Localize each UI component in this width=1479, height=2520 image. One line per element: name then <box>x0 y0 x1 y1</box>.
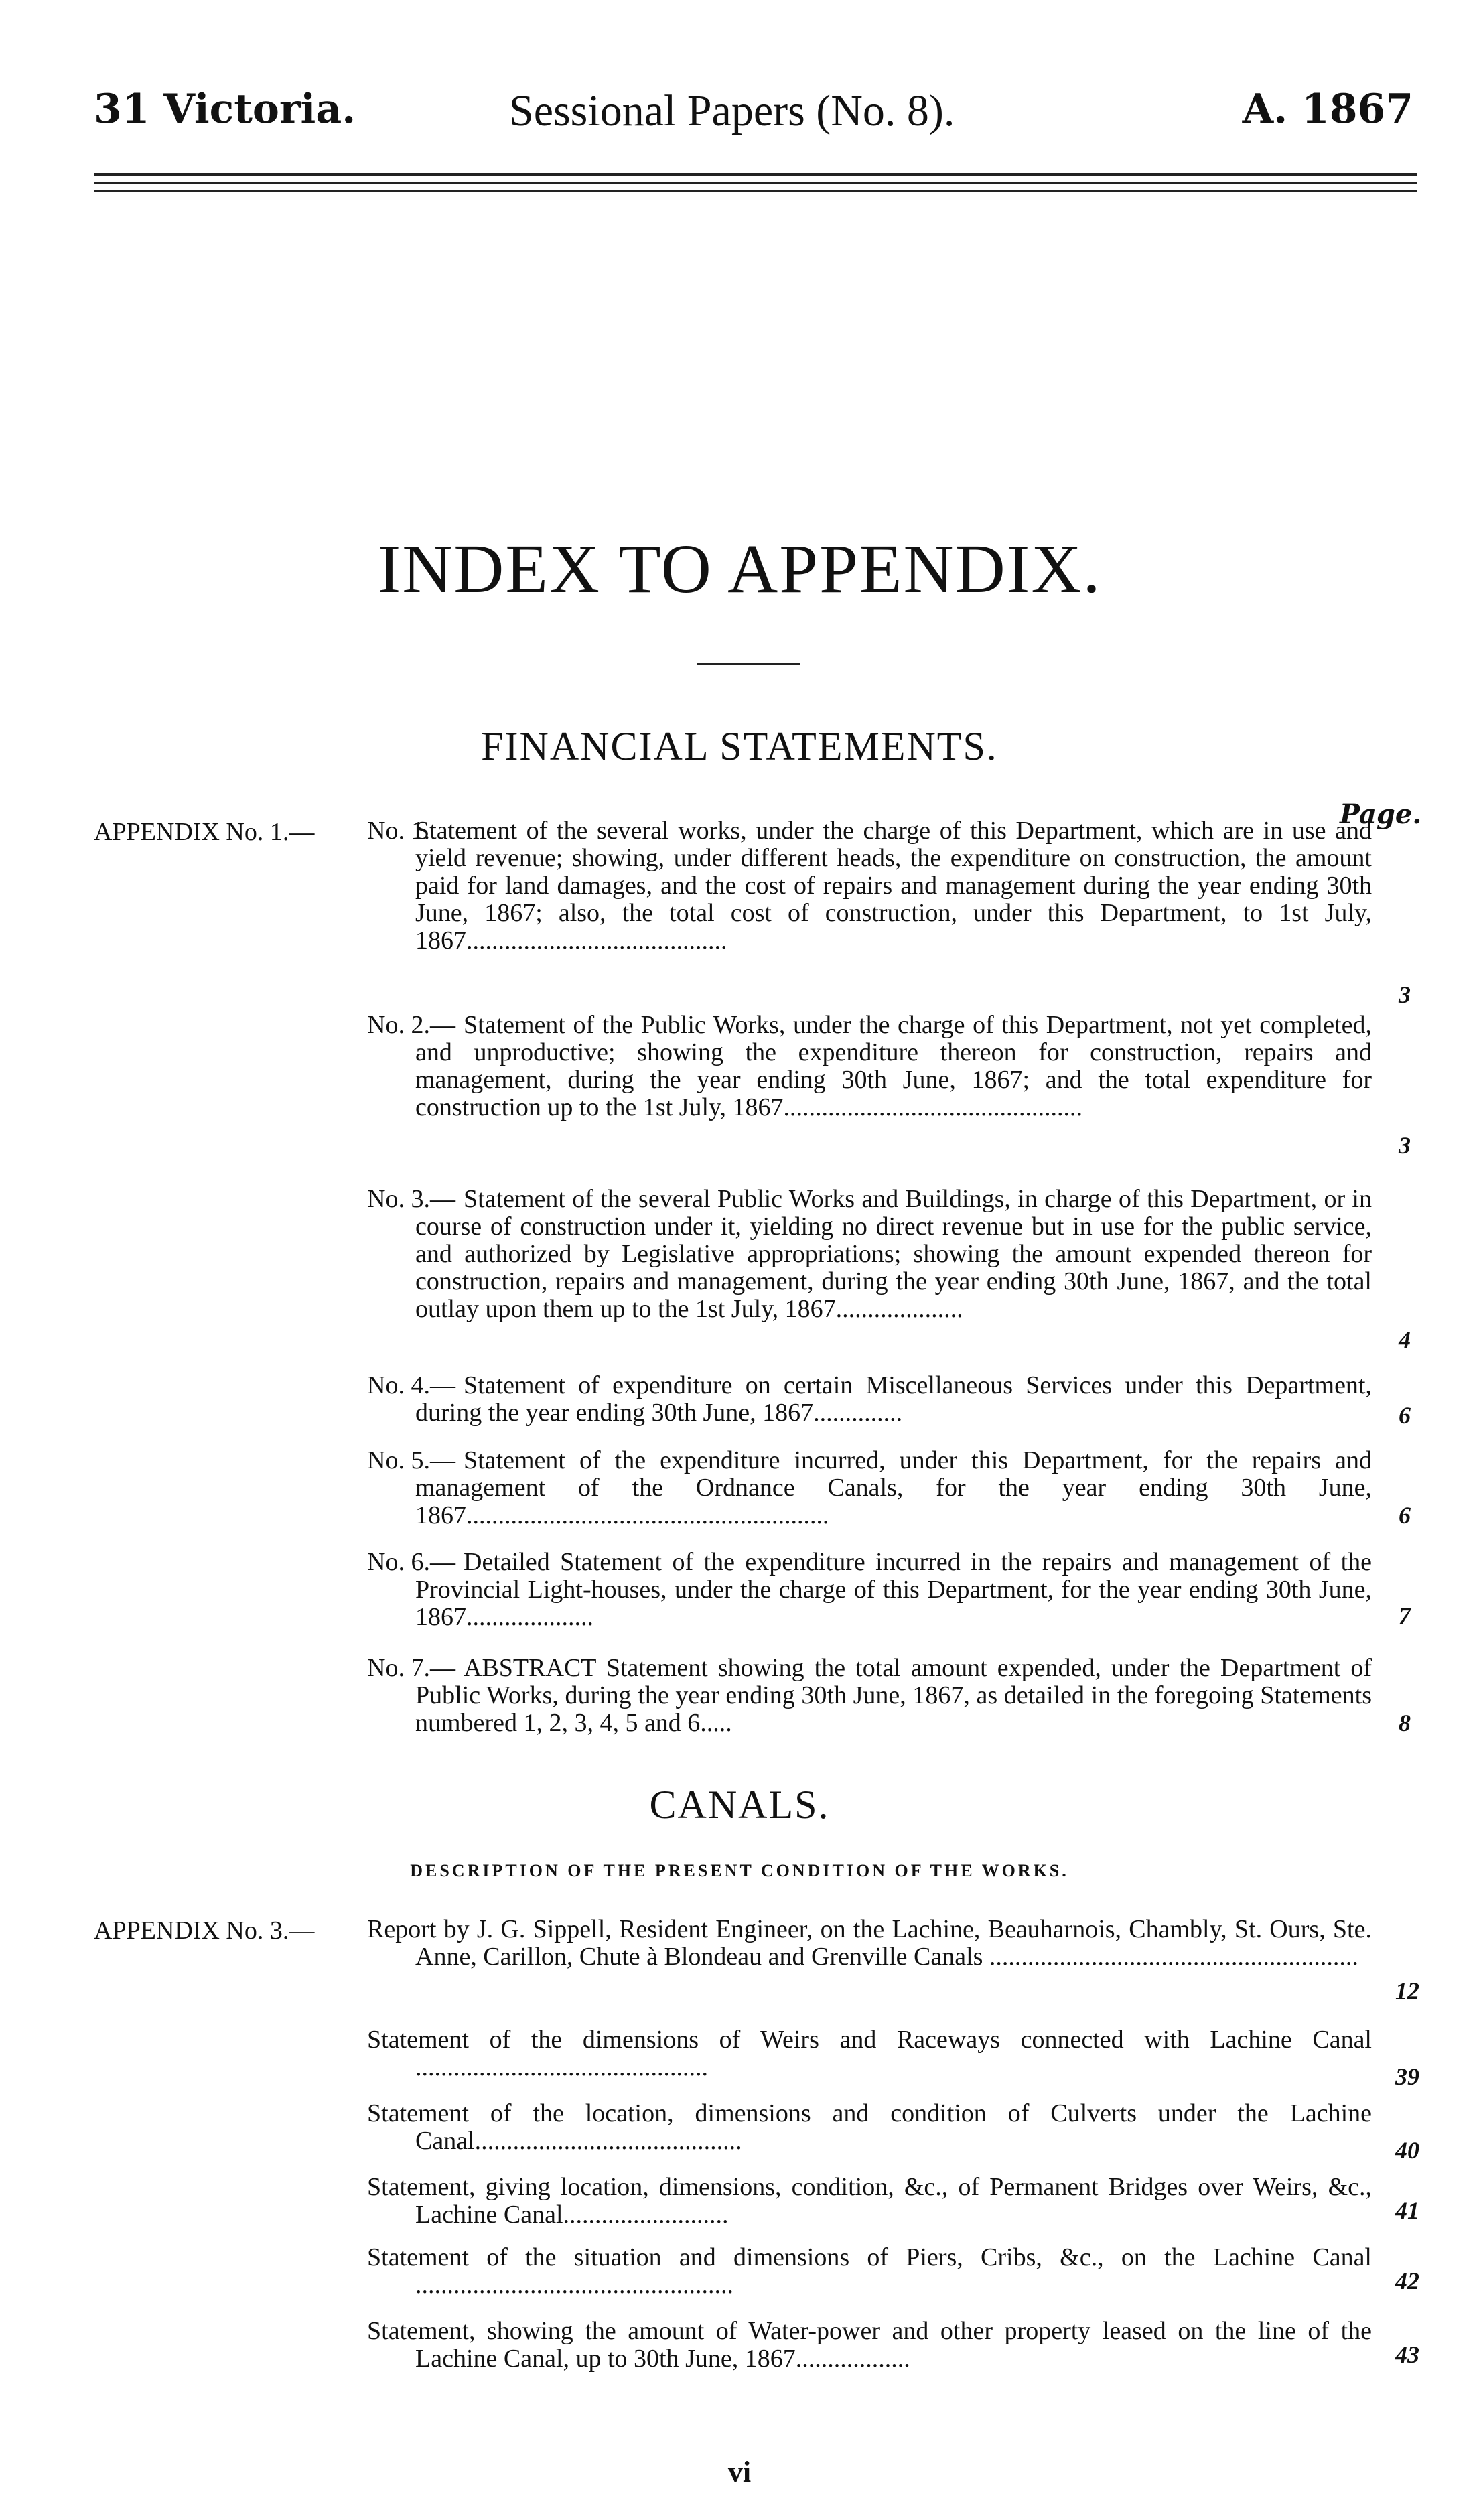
header-rule <box>94 182 1417 184</box>
item-number: No. 1. <box>367 817 430 845</box>
item-page: 3 <box>1399 1132 1411 1159</box>
item-page: 7 <box>1399 1602 1411 1629</box>
item-text: Statement of expenditure on certain Miscellaneous Services under this Department, during the year ending 30th June, 1867.............. <box>415 1371 1372 1427</box>
canals-subheading: DESCRIPTION OF THE PRESENT CONDITION OF THE WORKS. <box>410 1861 1069 1880</box>
appendix-3-label: APPENDIX No. 3.— <box>94 1916 315 1945</box>
list-item <box>367 2243 1419 2299</box>
list-item <box>367 1548 1411 1631</box>
header-rule <box>94 190 1417 192</box>
header-year: A. 1867 <box>1242 86 1413 133</box>
financial-heading: FINANCIAL STATEMENTS. <box>481 724 998 768</box>
list-item <box>367 2099 1419 2164</box>
item-text: Statement of the situation and dimensions of Piers, Cribs, &c., on the Lachine Canal .................................................. <box>367 2243 1372 2299</box>
item-page: 6 <box>1399 1402 1411 1429</box>
item-text: Detailed Statement of the expenditure incurred in the repairs and management of the Provincial Light-houses, under the charge of this Department, for the year ending 30th June, 1867.................... <box>415 1548 1372 1631</box>
item-page: 42 <box>1395 2267 1419 2294</box>
item-page: 39 <box>1395 2063 1419 2090</box>
title-divider <box>697 663 800 665</box>
item-page: 8 <box>1399 1709 1411 1736</box>
item-text: Statement of the dimensions of Weirs and Raceways connected with Lachine Canal .............................................. <box>367 2026 1372 2081</box>
page-column-label: Page. <box>1340 798 1422 830</box>
header-paper-title: Sessional Papers (No. 8). <box>509 86 955 135</box>
item-page: 6 <box>1399 1502 1411 1529</box>
list-item <box>367 1371 1411 1429</box>
item-page: 40 <box>1395 2137 1419 2164</box>
appendix-1-label: APPENDIX No. 1.— <box>94 818 315 846</box>
item-number: No. 6.— <box>367 1548 455 1576</box>
item-number: No. 2.— <box>367 1011 455 1039</box>
item-number: No. 4.— <box>367 1371 455 1399</box>
item-number: No. 7.— <box>367 1654 455 1682</box>
page-number: vi <box>727 2456 752 2489</box>
list-item <box>367 2173 1419 2229</box>
item-text: Report by J. G. Sippell, Resident Engineer, on the Lachine, Beauharnois, Chambly, St. Ours, Ste. Anne, Carillon, Chute à Blondeau and Grenville Canals .......................................................... <box>367 1915 1372 1971</box>
canals-heading: CANALS. <box>649 1782 830 1827</box>
item-text: Statement, giving location, dimensions, condition, &c., of Permanent Bridges over Weirs, &c., Lachine Canal.......................... <box>367 2173 1372 2229</box>
item-text: Statement of the expenditure incurred, under this Department, for the repairs and management of the Ordnance Canals, for the year ending 30th June, 1867......................................................... <box>415 1446 1372 1529</box>
item-text: Statement of the Public Works, under the charge of this Department, not yet completed, and unproductive; showing the expenditure thereon for construction, repairs and management, during the year ending 30th June, 1867; and the total expenditure for construction up to the 1st July, 1867............................................... <box>415 1011 1372 1121</box>
list-item <box>367 1915 1419 2004</box>
item-page: 3 <box>1399 981 1411 1008</box>
page-title: INDEX TO APPENDIX. <box>377 531 1102 608</box>
list-item <box>367 1185 1411 1353</box>
header-session: 31 Victoria. <box>94 86 356 133</box>
list-item <box>367 817 1411 1008</box>
item-page: 12 <box>1395 1977 1419 2004</box>
item-number: No. 3.— <box>367 1185 455 1213</box>
item-page: 43 <box>1395 2341 1419 2368</box>
item-page: 41 <box>1395 2197 1419 2224</box>
list-item <box>367 2026 1419 2090</box>
item-text: Statement, showing the amount of Water-power and other property leased on the line of the Lachine Canal, up to 30th June, 1867.................. <box>367 2317 1372 2373</box>
item-text: ABSTRACT Statement showing the total amount expended, under the Department of Public Works, during the year ending 30th June, 1867, as detailed in the foregoing Statements numbered 1, 2, 3, 4, 5 and 6..... <box>415 1654 1372 1737</box>
item-text: Statement of the several works, under the charge of this Department, which are in use and yield revenue; showing, under different heads, the expenditure on construction, the amount paid for land damages, and the cost of repairs and management during the year ending 30th June, 1867; also, the total cost of construction, under this Department, to 1st July, 1867......................................... <box>415 817 1372 955</box>
header-rule <box>94 173 1417 176</box>
list-item <box>367 1446 1411 1529</box>
item-number: No. 5.— <box>367 1446 455 1474</box>
list-item <box>367 1654 1411 1737</box>
item-text: Statement of the location, dimensions and condition of Culverts under the Lachine Canal.......................................... <box>367 2099 1372 2155</box>
item-page: 4 <box>1399 1326 1411 1353</box>
list-item <box>367 2317 1419 2373</box>
item-text: Statement of the several Public Works and Buildings, in charge of this Department, or in course of construction under it, yielding no direct revenue but in use for the public service, and authorized by Legislative appropriations; showing the amount expended thereon for construction, repairs and management, during the year ending 30th June, 1867, and the total outlay upon them up to the 1st July, 1867.................... <box>415 1185 1372 1323</box>
running-header <box>94 86 1413 139</box>
list-item <box>367 1011 1411 1159</box>
